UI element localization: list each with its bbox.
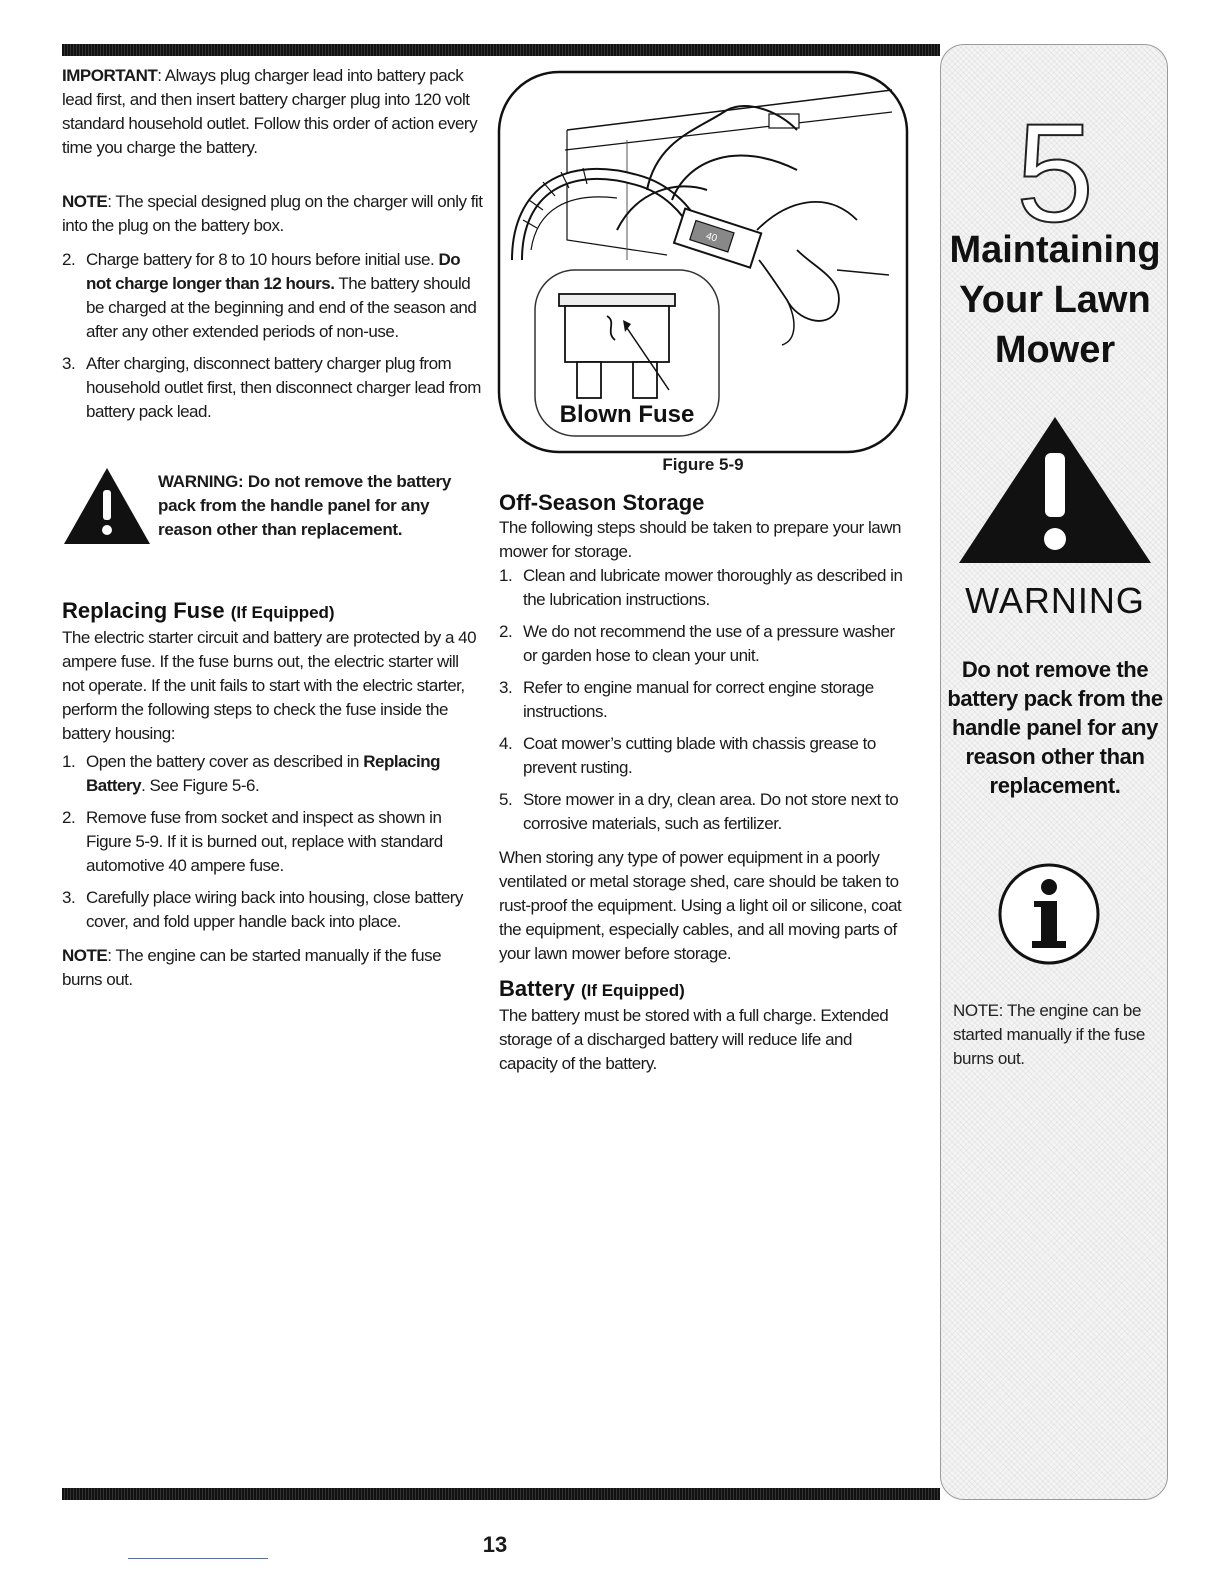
step-number: 2.: [62, 808, 76, 827]
sidebar-note: NOTE: The engine can be started manually if the fuse burns out.: [953, 1001, 1145, 1068]
list-item: [499, 620, 911, 668]
chapter-sidebar: [940, 44, 1168, 1500]
fuse-illustration: [497, 70, 909, 454]
step-number: 1.: [62, 752, 76, 771]
heading-text: Replacing Fuse: [62, 598, 225, 623]
step-number: 1.: [499, 566, 513, 585]
heading-qualifier: (If Equipped): [230, 603, 335, 622]
heading-qualifier: (If Equipped): [580, 981, 685, 1000]
warning-text: WARNING: Do not remove the battery pack from the handle panel for any reason other than replacement.: [158, 472, 451, 539]
step-number: 3.: [499, 678, 513, 697]
list-item: [499, 564, 911, 612]
step-text: Store mower in a dry, clean area. Do not store next to corrosive materials, such as fertilizer.: [523, 790, 899, 833]
figure-caption: Figure 5-9: [662, 455, 744, 474]
important-text: : Always plug charger lead into battery pack lead first, and then insert battery charger plug into 120 volt standard household outlet. Follow this order of action every time you charge the battery.: [62, 66, 478, 157]
fuse-rating-label: 40: [704, 230, 719, 245]
note-paragraph: [62, 190, 484, 238]
page-number: 13: [482, 1532, 508, 1557]
fuse-section: [62, 598, 484, 1002]
fuse-steps: [62, 750, 484, 934]
step-text: We do not recommend the use of a pressure washer or garden hose to clean your unit.: [523, 622, 895, 665]
fuse-intro: The electric starter circuit and battery are protected by a 40 ampere fuse. If the fuse burns out, the electric starter will not operate. If the unit fails to start with the electric starter, perform the following steps to check the fuse inside the battery housing:: [62, 628, 477, 743]
note-label: NOTE: [62, 946, 108, 965]
list-item: [62, 750, 484, 798]
step-text: Refer to engine manual for correct engine storage instructions.: [523, 678, 874, 721]
chapter-title-line: Mower: [994, 329, 1116, 371]
note-text: : The engine can be started manually if the fuse burns out.: [62, 946, 442, 989]
warning-callout: [62, 460, 482, 550]
bottom-rule: [62, 1488, 940, 1500]
step-text: Charge battery for 8 to 10 hours before initial use.: [86, 250, 439, 269]
important-label: IMPORTANT: [62, 66, 158, 85]
step-number: 3.: [62, 888, 76, 907]
fuse-heading: [62, 598, 484, 626]
info-icon: [996, 861, 1102, 967]
step-bold: Do not charge longer than 12 hours.: [86, 250, 461, 293]
note-label: NOTE: [62, 192, 108, 211]
step-text: . See Figure 5-6.: [141, 776, 260, 795]
storage-paragraph: When storing any type of power equipment in a poorly ventilated or metal storage shed, care should be taken to rust-proof the equipment. Using a light oil or silicone, coat the equipment, especially cables, and all moving parts of your lawn mower before storage.: [499, 848, 902, 963]
warning-triangle-icon: [957, 415, 1153, 565]
storage-steps: [499, 564, 911, 836]
blown-fuse-label: Blown Fuse: [559, 401, 695, 428]
step-text: After charging, disconnect battery charger plug from household outlet first, then disconnect charger lead from battery pack lead.: [86, 354, 481, 421]
storage-intro: The following steps should be taken to prepare your lawn mower for storage.: [499, 518, 901, 561]
list-item: [62, 248, 484, 344]
step-number: 5.: [499, 790, 513, 809]
figure-5-9: [497, 70, 909, 454]
chapter-title: [941, 225, 1169, 375]
note-paragraph: [62, 944, 484, 992]
step-number: 4.: [499, 734, 513, 753]
top-rule: [62, 44, 940, 56]
step-number: 3.: [62, 354, 76, 373]
step-text: Clean and lubricate mower thoroughly as described in the lubrication instructions.: [523, 566, 903, 609]
note-text: : The special designed plug on the charger will only fit into the plug on the battery box.: [62, 192, 483, 235]
step-bold: Replacing Battery: [86, 752, 440, 795]
important-paragraph: [62, 64, 484, 160]
list-item: [499, 788, 911, 836]
list-item: [62, 886, 484, 934]
battery-text: The battery must be stored with a full charge. Extended storage of a discharged battery will reduce life and capacity of the battery.: [499, 1006, 889, 1073]
heading-text: Battery: [499, 976, 575, 1001]
left-column: [62, 64, 484, 434]
middle-column: [499, 490, 911, 1086]
charging-steps: [62, 248, 484, 424]
step-text: Coat mower’s cutting blade with chassis grease to prevent rusting.: [523, 734, 876, 777]
list-item: [499, 676, 911, 724]
footer-line: [128, 1558, 268, 1559]
chapter-title-line: Your Lawn: [959, 279, 1151, 321]
step-text: Open the battery cover as described in: [86, 752, 364, 771]
chapter-title-line: Maintaining: [949, 229, 1161, 271]
list-item: [62, 806, 484, 878]
battery-heading: [499, 976, 911, 1004]
warning-triangle-icon: [62, 466, 152, 546]
chapter-number: 5: [1016, 94, 1094, 251]
step-text: Remove fuse from socket and inspect as shown in Figure 5-9. If it is burned out, replace with standard automotive 40 ampere fuse.: [86, 808, 443, 875]
list-item: [499, 732, 911, 780]
step-number: 2.: [499, 622, 513, 641]
step-text: Carefully place wiring back into housing, close battery cover, and fold upper handle back into place.: [86, 888, 463, 931]
sidebar-warning-text: Do not remove the battery pack from the handle panel for any reason other than replacement.: [947, 657, 1163, 798]
warning-heading: WARNING: [965, 580, 1145, 621]
step-text: The battery should be charged at the beginning and end of the season and after any other extended periods of non-use.: [86, 274, 477, 341]
step-number: 2.: [62, 250, 76, 269]
storage-heading: Off-Season Storage: [499, 490, 705, 515]
list-item: [62, 352, 484, 424]
